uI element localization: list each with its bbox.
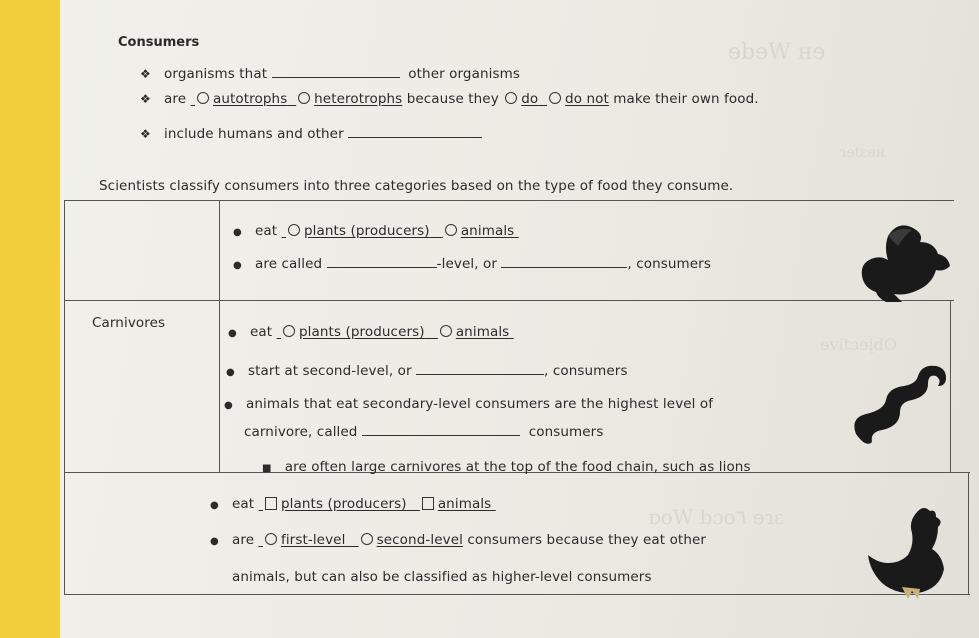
intro-text: other organisms xyxy=(408,66,520,82)
intro-text: include humans and other xyxy=(164,126,344,142)
table-row xyxy=(226,363,628,379)
option-circle-icon[interactable] xyxy=(197,92,209,104)
option-heterotrophs[interactable]: heterotrophs xyxy=(314,91,403,107)
row-text: carnivore, called xyxy=(244,424,358,440)
answer-blank[interactable] xyxy=(327,267,437,268)
diamond-bullet-icon: ❖ xyxy=(140,67,151,81)
bullet-icon: ● xyxy=(210,536,219,547)
bleed-through: ɘvitɔɘįdO xyxy=(820,335,897,354)
option-circle-icon[interactable] xyxy=(440,325,452,337)
row-text: eat xyxy=(255,223,278,239)
answer-blank[interactable] xyxy=(272,77,400,78)
row-label-carnivores: Carnivores xyxy=(92,315,166,331)
table-row xyxy=(228,324,514,340)
answer-blank[interactable] xyxy=(416,374,544,375)
answer-blank[interactable] xyxy=(501,267,627,268)
table-border xyxy=(968,472,969,595)
intro-text: are xyxy=(164,91,187,107)
option-circle-icon[interactable] xyxy=(298,92,310,104)
row-text: consumers xyxy=(528,424,604,440)
intro-line-3 xyxy=(140,126,482,142)
option-circle-icon[interactable] xyxy=(361,533,373,545)
table-border xyxy=(64,300,954,301)
intro-line-2 xyxy=(140,91,759,107)
row-text: consumers because they eat other xyxy=(467,532,707,548)
rabbit-icon xyxy=(858,222,952,306)
bullet-icon: ● xyxy=(228,328,237,339)
row-text: eat xyxy=(232,496,255,512)
row-text: start at second-level, or xyxy=(248,363,412,379)
table-border xyxy=(64,594,970,595)
option-do-not[interactable]: do not xyxy=(565,91,609,107)
bleed-through: ɘbɘW ʜɘ xyxy=(728,40,826,65)
diamond-bullet-icon: ❖ xyxy=(140,127,151,141)
option-circle-icon[interactable] xyxy=(505,92,517,104)
intro-text: because they xyxy=(406,91,499,107)
table-row xyxy=(224,396,713,412)
bleed-through: ɒoW bɔo٦ ɘɿɛ xyxy=(648,505,785,529)
snake-icon xyxy=(846,356,952,452)
row-text: -level, or xyxy=(436,256,497,272)
page-title: Consumers xyxy=(118,35,200,50)
option-circle-icon[interactable] xyxy=(283,325,295,337)
row-text: are often large carnivores at the top of the food chain, such as lions xyxy=(284,459,751,475)
table-row xyxy=(210,532,706,548)
option-autotrophs[interactable]: autotrophs xyxy=(213,91,288,107)
option-circle-icon[interactable] xyxy=(265,533,277,545)
table-border xyxy=(64,200,65,595)
hen-icon xyxy=(864,505,948,601)
row-text: eat xyxy=(250,324,273,340)
option-plants[interactable]: plants (producers) xyxy=(299,324,425,340)
table-row xyxy=(233,223,519,239)
intro-line-1 xyxy=(140,66,520,82)
table-row xyxy=(262,459,751,475)
option-circle-icon[interactable] xyxy=(445,224,457,236)
table-border xyxy=(219,200,220,472)
table-border xyxy=(64,200,954,201)
option-first-level[interactable]: first-level xyxy=(280,532,346,548)
row-text: are called xyxy=(255,256,323,272)
row-text: animals that eat secondary-level consumers are the highest level of xyxy=(246,396,714,412)
intro-text: make their own food. xyxy=(613,91,759,107)
table-row-continued: animals, but can also be classified as higher-level consumers xyxy=(232,569,652,585)
table-row xyxy=(233,256,711,272)
option-circle-icon[interactable] xyxy=(549,92,561,104)
classify-sentence: Scientists classify consumers into three categories based on the type of food they consume. xyxy=(99,178,734,194)
row-text: , consumers xyxy=(544,363,628,379)
bullet-icon: ● xyxy=(226,367,235,378)
option-animals[interactable]: animals xyxy=(437,496,492,512)
option-checkbox-icon[interactable] xyxy=(422,497,434,510)
table-row-continued xyxy=(244,424,603,440)
bullet-icon: ● xyxy=(224,400,233,411)
option-checkbox-icon[interactable] xyxy=(265,497,277,510)
bullet-icon: ● xyxy=(233,227,242,238)
row-text: are xyxy=(232,532,255,548)
bullet-icon: ● xyxy=(233,260,242,271)
table-row xyxy=(210,496,496,512)
intro-text: organisms that xyxy=(164,66,268,82)
bleed-through: ɿɘtɛɘʜ xyxy=(840,145,886,161)
option-second-level[interactable]: second-level xyxy=(376,532,463,548)
option-plants[interactable]: plants (producers) xyxy=(281,496,407,512)
option-animals[interactable]: animals xyxy=(460,223,515,239)
option-plants[interactable]: plants (producers) xyxy=(304,223,430,239)
option-animals[interactable]: animals xyxy=(455,324,510,340)
option-do[interactable]: do xyxy=(521,91,539,107)
answer-blank[interactable] xyxy=(348,137,482,138)
row-text: , consumers xyxy=(627,256,711,272)
diamond-bullet-icon: ❖ xyxy=(140,92,151,106)
bullet-icon: ● xyxy=(210,500,219,511)
option-circle-icon[interactable] xyxy=(288,224,300,236)
bullet-icon: ■ xyxy=(262,463,272,474)
answer-blank[interactable] xyxy=(362,435,520,436)
